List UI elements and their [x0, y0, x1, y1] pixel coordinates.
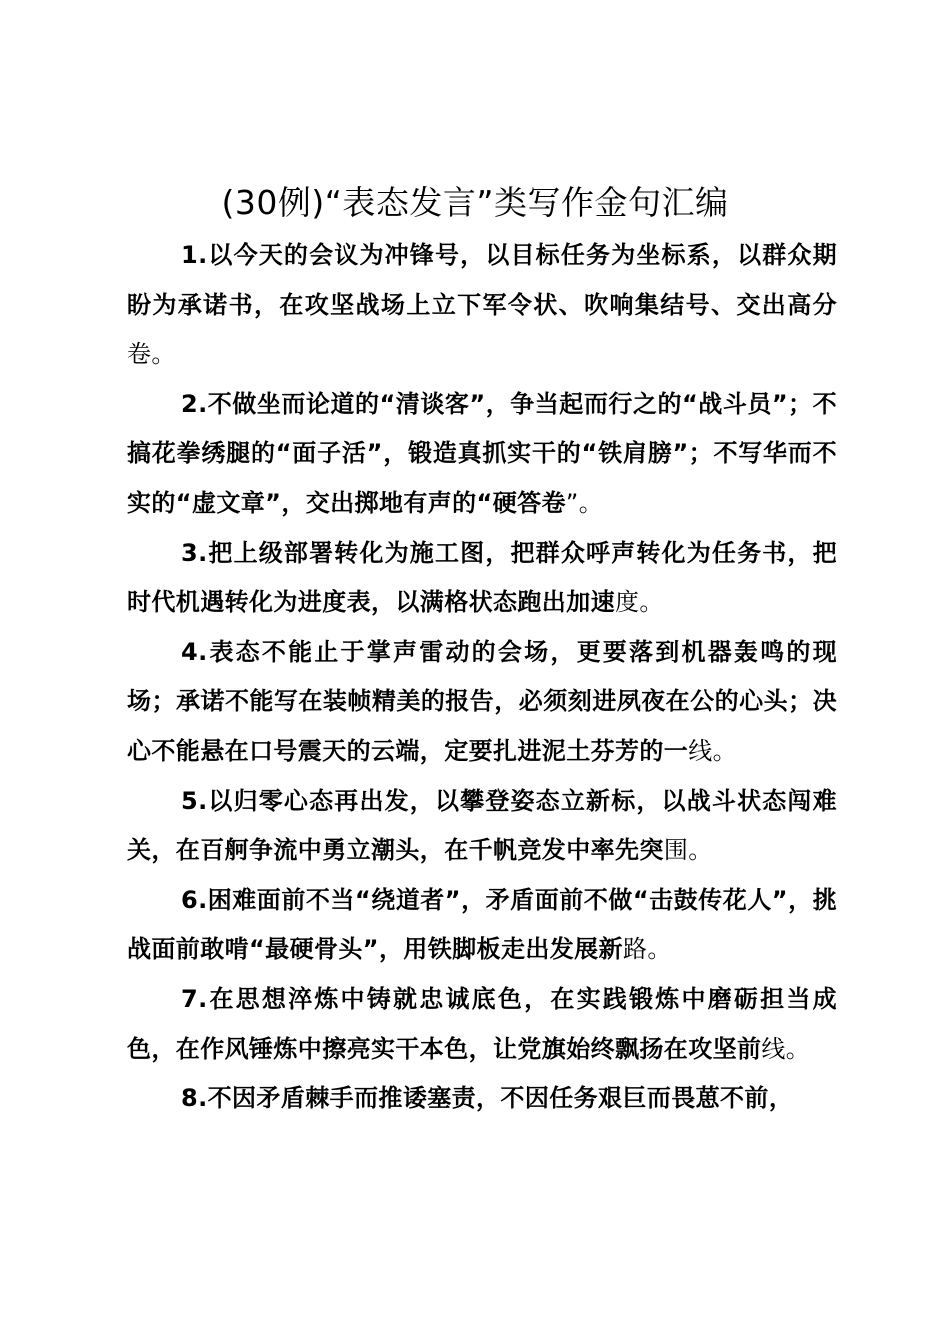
paragraph-tail: 线。	[688, 736, 738, 765]
paragraph-tail: 围。	[663, 836, 713, 865]
paragraph-text: 1.以今天的会议为冲锋号，以目标任务为坐标系，以群众期盼为承诺书，在攻坚战场上立下军令状、吹响集结号、交出高分	[127, 241, 837, 319]
paragraph-tail: 线。	[761, 1034, 811, 1063]
paragraph-tail: ”。	[565, 488, 604, 517]
paragraph-text: 3.把上级部署转化为施工图，把群众呼声转化为任务书，把时代机遇转化为进度表，以满格状态跑出加速	[127, 538, 837, 617]
document-title: (30例)“表态发言”类写作金句汇编	[221, 183, 729, 222]
paragraph-4	[127, 628, 837, 777]
paragraph-5	[127, 777, 837, 876]
paragraph-1	[127, 231, 837, 380]
paragraph-text: 8.不因矛盾棘手而推诿塞责，不因任务艰巨而畏葸不前，	[181, 1084, 794, 1113]
paragraph-7	[127, 975, 837, 1074]
paragraph-tail: 路。	[622, 935, 672, 964]
paragraph-2	[127, 380, 837, 529]
paragraph-8	[127, 1074, 837, 1124]
paragraph-text: 7.在思想淬炼中铸就忠诚底色，在实践锻炼中磨砺担当成色，在作风锤炼中擦亮实干本色，让党旗始终飘扬在攻坚前	[127, 984, 837, 1063]
paragraph-6	[127, 876, 837, 975]
paragraph-text: 2.不做坐而论道的“清谈客”，争当起而行之的“战斗员”；不搞花拳绣腿的“面子活”，锻造真抓实干的“铁肩膀”；不写华而不实的“虚文章”，交出掷地有声的“硬答卷	[127, 389, 837, 517]
paragraph-text: 5.以归零心态再出发，以攀登姿态立新标，以战斗状态闯难关，在百舸争流中勇立潮头，在千帆竞发中率先突	[127, 786, 837, 865]
paragraph-tail: 卷。	[127, 340, 176, 369]
paragraph-text: 4.表态不能止于掌声雷动的会场，更要落到机器轰鸣的现场；承诺不能写在装帧精美的报告，必须刻进夙夜在公的心头；决心不能悬在口号震天的云端，定要扎进泥土芬芳的一	[127, 637, 837, 765]
paragraph-3	[127, 529, 837, 628]
document-body	[127, 231, 837, 1124]
paragraph-text: 6.困难面前不当“绕道者”，矛盾面前不做“击鼓传花人”，挑战面前敢啃“最硬骨头”，用铁脚板走出发展新	[127, 885, 837, 964]
paragraph-tail: 度。	[615, 588, 664, 617]
